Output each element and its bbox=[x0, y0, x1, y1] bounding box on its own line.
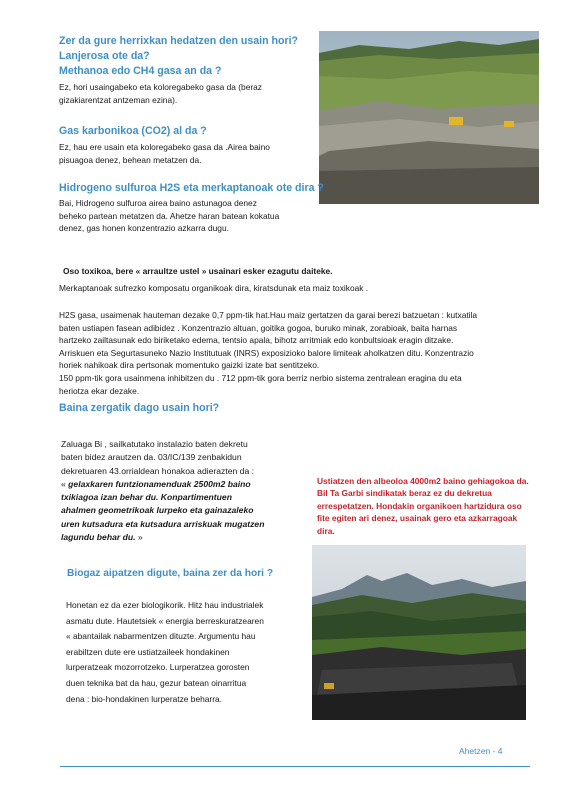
co2-text-line: pisuagoa denez, behean metatzen da. bbox=[59, 154, 202, 165]
h2s-answer-line: denez, gas honen konzentrazio azkarra dugu. bbox=[59, 223, 229, 234]
toxic-bold-line: Oso toxikoa, bere « arraultze ustel » usainari esker ezagutu daiteke. bbox=[63, 266, 333, 276]
red-note-line: dira. bbox=[317, 525, 335, 536]
heading-co2: Gas karbonikoa (CO2) al da ? bbox=[59, 125, 207, 137]
quote-close: » bbox=[137, 532, 143, 543]
biogas-line: Honetan ez da ezer biologikorik. Hitz hau industrialek bbox=[66, 600, 264, 610]
decree-quote-line: txikiagoa izan behar du. Konpartimentuen bbox=[61, 492, 232, 503]
heading-smell: Zer da gure herrixkan hedatzen den usain hori? bbox=[59, 35, 299, 47]
biogas-line: asmatu dute. Hautetsiek « energia berreskuratzearen bbox=[66, 615, 264, 626]
h2s-paragraph-line: heriotza ekar dezake. bbox=[59, 385, 140, 396]
h2s-paragraph-line: horiek nahikoak dira pertsonak momentuko gaizki izate bat sentitzeko. bbox=[59, 360, 320, 371]
decree-quote-line: ahalmen geometrikoak lurpeko eta gainazaleko bbox=[61, 505, 254, 516]
h2s-paragraph-line: H2S gasa, usaimenak hauteman dezake 0,7 ppm-tik hat.Hau maiz gertatzen da garai berezi batzuetan : kutxatila bbox=[59, 310, 478, 320]
decree-line: Zaluaga Bi , sailkatutako instalazio baten dekretu bbox=[61, 439, 248, 449]
h2s-paragraph-line: baten ustiapen fasean adibidez . Konzentrazio altuan, goitika gogoa, buruko minak, zorabioak, baita harnas bbox=[59, 322, 458, 333]
h2s-answer-line: beheko partean metatzen da. Ahetze haran batean kokatua bbox=[59, 210, 280, 221]
quote-open: « bbox=[61, 478, 66, 489]
biogas-line: dena : bio-hondakinen lurperatze beharra. bbox=[66, 693, 222, 704]
red-note-line: errespetatzen. Hondakin organikoen hartzidura oso bbox=[317, 500, 522, 511]
landfill-illustration bbox=[319, 31, 539, 204]
landfill-photo-bottom bbox=[312, 545, 526, 720]
heading-methane: Methanoa edo CH4 gasa an da ? bbox=[59, 65, 222, 77]
biogas-line: erabiltzen dute ere ustiatzaileek hondakinen bbox=[66, 646, 230, 657]
red-note-line: Ustiatzen den albeoloa 4000m2 baino gehiagokoa da. bbox=[317, 476, 529, 486]
footer-rule bbox=[60, 766, 530, 767]
mercaptan-line: Merkaptanoak sufrezko komposatu organikoak dira, kiratsdunak eta maiz toxikoak . bbox=[59, 282, 369, 293]
co2-text-line: Ez, hau ere usain eta koloregabeko gasa da .Airea baino bbox=[59, 142, 270, 152]
red-note-line: fite egiten ari denez, usainak gero eta azkarragoak bbox=[317, 513, 518, 524]
landfill-photo-top bbox=[319, 31, 539, 204]
decree-line: dekretuaren 43.orrialdean honakoa adierazten da : bbox=[61, 465, 255, 476]
decree-line: baten bidez arautzen da. 03/IC/139 zenbakidun bbox=[61, 452, 242, 463]
h2s-paragraph-line: hartzeko zailtasunak edo biriketako edema, tentsio apala, bihotz arritmiak edo konbultsioak eragin ditzake. bbox=[59, 335, 454, 346]
footer-page-label: Ahetzen - 4 bbox=[459, 746, 503, 756]
decree-quote-line: uren kutsadura eta kutsadura arriskuak mugatzen bbox=[61, 518, 265, 529]
h2s-paragraph-line: Arriskuen eta Segurtasuneko Nazio Institutuak (INRS) exposizioko balore limiteak aholkatzen ditu. Konzentrazio bbox=[59, 347, 474, 358]
heading-h2s: Hidrogeno sulfuroa H2S eta merkaptanoak ote dira ? bbox=[59, 182, 324, 194]
decree-quote-line: lagundu behar du. » bbox=[61, 532, 143, 543]
h2s-paragraph-line: 150 ppm-tik gora usainmena inhibitzen du . 712 ppm-tik gora berriz nerbio sistema zentralean eragina du eta bbox=[59, 372, 462, 383]
heading-why-smell: Baina zergatik dago usain hori? bbox=[59, 402, 220, 414]
h2s-answer-line: Bai, Hidrogeno sulfuroa airea baino astunagoa denez bbox=[59, 198, 257, 208]
heading-dangerous: Lanjerosa ote da? bbox=[59, 50, 150, 62]
biogas-line: duen teknika bat da hau, gezur batean oinarritua bbox=[66, 677, 247, 688]
decree-quote-line bbox=[61, 478, 311, 491]
landfill-valley-illustration bbox=[312, 545, 526, 720]
heading-biogas: Biogaz aipatzen digute, baina zer da hori ? bbox=[67, 568, 274, 579]
red-note-line: Bil Ta Garbi sindikatak beraz ez du dekretua bbox=[317, 488, 492, 499]
methane-text-line: Ez, hori usaingabeko eta koloregabeko gasa da (beraz bbox=[59, 82, 262, 92]
biogas-line: lurperatzeak mozorrotzeko. Lurperatzea gorosten bbox=[66, 662, 250, 673]
quote-text: gelaxkaren funtzionamenduak 2500m2 baino bbox=[68, 478, 251, 489]
biogas-line: « abantailak nabarmentzen dituzte. Argumentu hau bbox=[66, 631, 256, 642]
methane-text-line: gizakiarentzat antzeman ezina). bbox=[59, 94, 178, 105]
